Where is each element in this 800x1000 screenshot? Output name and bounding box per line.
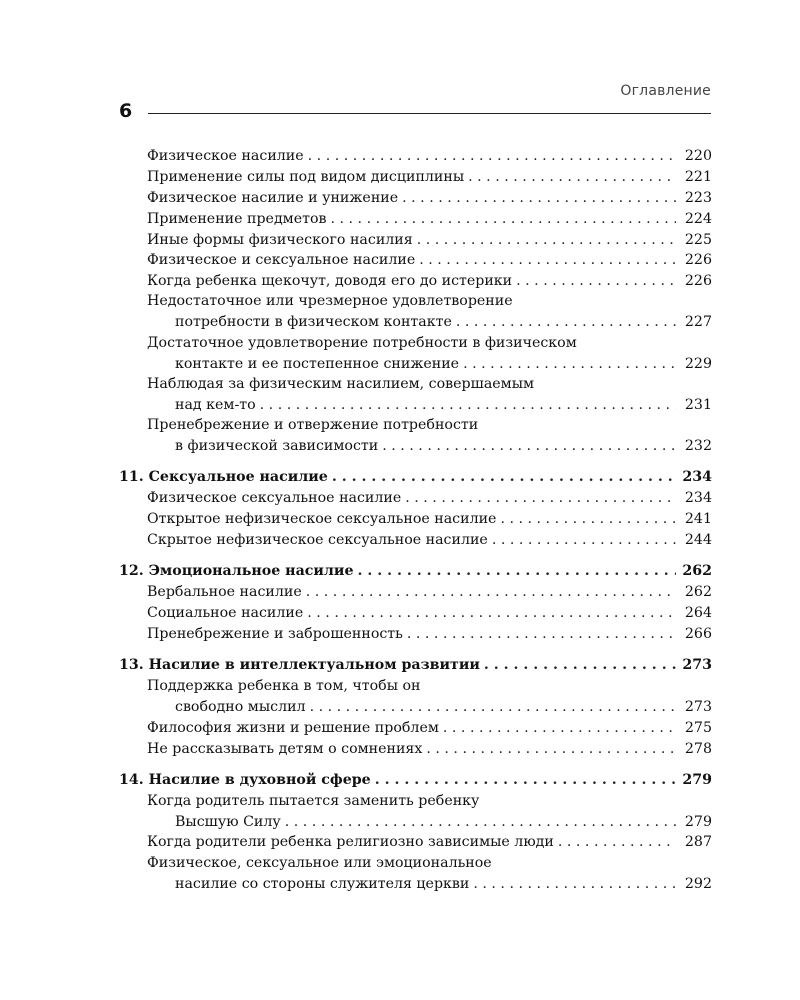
toc-chapter-page: 262 — [682, 563, 712, 579]
toc-entry — [147, 509, 712, 529]
toc-entry-title: над кем-то — [175, 397, 256, 413]
toc-entry-page: 226 — [684, 252, 712, 268]
toc-entry-title: Физическое сексуальное насилие — [147, 490, 402, 506]
toc-entry-first-line — [147, 333, 712, 353]
toc-entry-page: 279 — [684, 814, 712, 830]
toc-entry-page: 223 — [684, 190, 712, 206]
toc-chapter-title: 13. Насилие в интеллектуальном развитии — [119, 657, 480, 673]
toc-entry-title: Высшую Силу — [175, 814, 281, 830]
toc-entry-page: 287 — [684, 834, 712, 850]
toc-entry — [147, 146, 712, 166]
toc-entry-title: Наблюдая за физическим насилием, совершаемым — [147, 376, 535, 392]
toc-entry-title: Применение предметов — [147, 211, 327, 227]
toc-entry-title: Когда родитель пытается заменить ребенку — [147, 793, 480, 809]
toc-entry — [147, 718, 712, 738]
toc-chapter-title: 14. Насилие в духовной сфере — [119, 772, 371, 788]
toc-chapter — [119, 467, 712, 487]
toc-entry-page: 244 — [684, 532, 712, 548]
toc-entry — [147, 582, 712, 602]
toc-entry — [147, 739, 712, 759]
toc-entry-title: Достаточное удовлетворение потребности в физическом — [147, 335, 577, 351]
toc-entry-first-line — [147, 853, 712, 873]
toc-entry-page: 234 — [684, 490, 712, 506]
toc-entry — [147, 209, 712, 229]
toc-entry-page: 224 — [684, 211, 712, 227]
page-number: 6 — [119, 100, 133, 122]
toc-entry — [147, 488, 712, 508]
toc-entry — [147, 624, 712, 644]
toc-entry-page: 264 — [684, 605, 712, 621]
toc-entry-page: 221 — [684, 169, 712, 185]
toc-entry-page: 225 — [684, 232, 712, 248]
toc-entry — [175, 812, 712, 832]
toc-entry-page: 273 — [684, 699, 712, 715]
toc-entry — [147, 188, 712, 208]
toc-entry-title: Пренебрежение и заброшенность — [147, 626, 403, 642]
toc-entry-first-line — [147, 291, 712, 311]
toc-entry — [175, 697, 712, 717]
toc-entry — [147, 230, 712, 250]
toc-entry-page: 275 — [684, 720, 712, 736]
toc-entry — [147, 271, 712, 291]
toc-chapter — [119, 770, 712, 790]
toc-entry-title: Физическое и сексуальное насилие — [147, 252, 416, 268]
toc-chapter — [119, 655, 712, 675]
toc-entry-title: Не рассказывать детям о сомнениях — [147, 741, 423, 757]
toc-entry-title: потребности в физическом контакте — [175, 314, 452, 330]
toc-entry-first-line — [147, 374, 712, 394]
toc-entry-title: Физическое насилие и унижение — [147, 190, 399, 206]
toc-entry — [147, 530, 712, 550]
toc-entry-title: Поддержка ребенка в том, чтобы он — [147, 678, 421, 694]
toc-entry-page: 278 — [684, 741, 712, 757]
toc-entry — [175, 354, 712, 374]
toc-chapter-title: 11. Сексуальное насилие — [119, 469, 328, 485]
toc-entry — [175, 395, 712, 415]
toc-entry-title: Применение силы под видом дисциплины — [147, 169, 465, 185]
toc-entry-title: Пренебрежение и отвержение потребности — [147, 417, 479, 433]
toc-chapter — [119, 561, 712, 581]
toc-entry-title: Философия жизни и решение проблем — [147, 720, 439, 736]
running-head-title: Оглавление — [620, 83, 711, 99]
toc-entry-title: Скрытое нефизическое сексуальное насилие — [147, 532, 488, 548]
toc-entry-title: насилие со стороны служителя церкви — [175, 876, 470, 892]
toc-entry-page: 292 — [684, 876, 712, 892]
toc-entry — [147, 167, 712, 187]
toc-entry-page: 266 — [684, 626, 712, 642]
toc-entry — [175, 874, 712, 894]
toc-entry-title: свободно мыслил — [175, 699, 306, 715]
toc-entry-page: 226 — [684, 273, 712, 289]
toc-entry-title: контакте и ее постепенное снижение — [175, 356, 460, 372]
toc-entry-page: 232 — [684, 438, 712, 454]
toc-entry-first-line — [147, 676, 712, 696]
toc-entry-title: в физической зависимости — [175, 438, 379, 454]
toc-entry-title: Иные формы физического насилия — [147, 232, 413, 248]
toc-entry — [147, 832, 712, 852]
toc-chapter-page: 273 — [682, 657, 712, 673]
toc-chapter-title: 12. Эмоциональное насилие — [119, 563, 354, 579]
toc-entry-page: 227 — [684, 314, 712, 330]
toc-chapter-page: 279 — [682, 772, 712, 788]
toc-entry-title: Вербальное насилие — [147, 584, 302, 600]
toc-entry — [175, 436, 712, 456]
toc-entry-page: 231 — [684, 397, 712, 413]
toc-entry-page: 220 — [684, 148, 712, 164]
toc-entry-first-line — [147, 791, 712, 811]
toc-entry-title: Когда родители ребенка религиозно зависимые люди — [147, 834, 554, 850]
toc-entry-page: 229 — [684, 356, 712, 372]
toc-entry-title: Когда ребенка щекочут, доводя его до истерики — [147, 273, 513, 289]
toc-entry-page: 241 — [684, 511, 712, 527]
toc-entry-title: Физическое насилие — [147, 148, 304, 164]
toc-entry-title: Недостаточное или чрезмерное удовлетворение — [147, 293, 513, 309]
toc-entry-title: Открытое нефизическое сексуальное насилие — [147, 511, 497, 527]
toc-entry-page: 262 — [684, 584, 712, 600]
header-rule — [148, 113, 711, 114]
toc-entry — [147, 250, 712, 270]
toc-entry-title: Социальное насилие — [147, 605, 304, 621]
toc-entry-title: Физическое, сексуальное или эмоциональное — [147, 855, 492, 871]
toc-entry-first-line — [147, 415, 712, 435]
toc-chapter-page: 234 — [682, 469, 712, 485]
toc-entry — [147, 603, 712, 623]
toc-entry — [175, 312, 712, 332]
